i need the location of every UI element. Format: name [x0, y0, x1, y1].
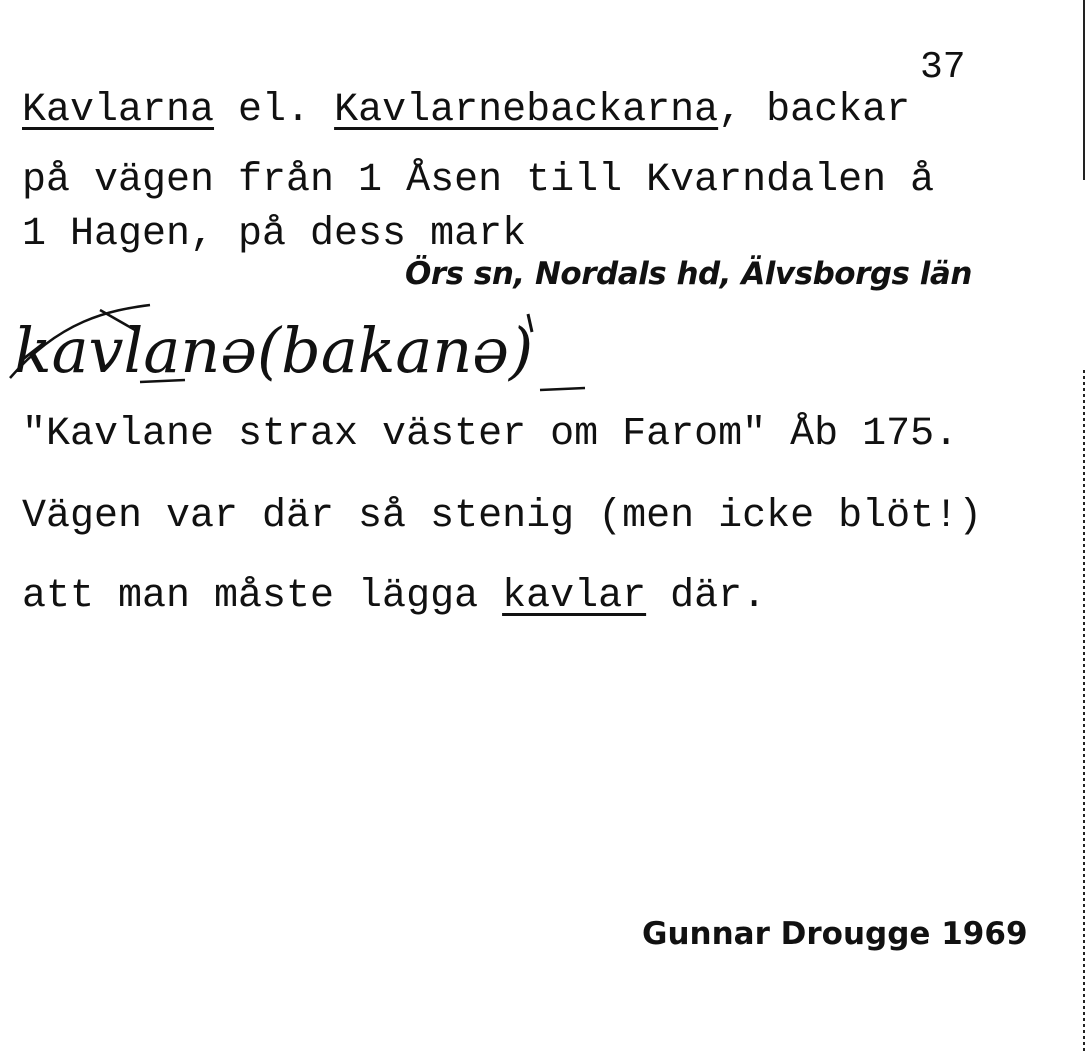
card-edge [1083, 370, 1085, 1054]
note-line-2-after: där. [646, 574, 767, 619]
description-line-1: på vägen från 1 Åsen till Kvarndalen å [22, 158, 935, 203]
card-edge-top [1083, 0, 1085, 180]
headword-rest: , backar [718, 88, 911, 133]
note-line-2-underlined: kavlar [502, 574, 647, 619]
location-stamp: Örs sn, Nordals hd, Älvsborgs län [405, 256, 972, 292]
signature: Gunnar Drougge 1969 [642, 916, 1028, 952]
note-line-1: Vägen var där så stenig (men icke blöt!) [22, 494, 983, 539]
headword-line [22, 88, 910, 133]
note-line-2 [22, 574, 766, 619]
note-line-2-before: att man måste lägga [22, 574, 503, 619]
headword-connector: el. [238, 88, 311, 133]
headword-variant: Kavlarnebackarna [334, 88, 719, 133]
headword-term: Kavlarna [22, 88, 215, 133]
page-number: 37 [920, 46, 966, 89]
quote-line: "Kavlane strax väster om Farom" Åb 175. [22, 412, 959, 457]
description-line-2: 1 Hagen, på dess mark [22, 212, 527, 257]
underline-mark-2 [540, 388, 585, 390]
handwritten-pronunciation [0, 300, 800, 410]
pronunciation-text: kavlanə(bakanə) [14, 314, 534, 387]
